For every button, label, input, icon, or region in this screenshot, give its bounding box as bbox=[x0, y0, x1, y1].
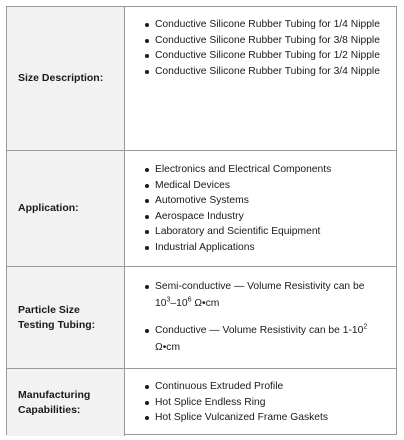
entry-text: Conductive — Volume Resistivity can be 1-10 bbox=[155, 325, 364, 336]
row-value-cell bbox=[125, 369, 396, 436]
row-label-cell bbox=[7, 267, 125, 368]
table-row-manufacturing bbox=[7, 369, 396, 436]
table-row-particle-size bbox=[7, 267, 396, 369]
table-row-size-description bbox=[7, 7, 396, 151]
entry-unit: Ω•cm bbox=[155, 342, 181, 353]
row-label-cell bbox=[7, 151, 125, 266]
list-item: Conductive Silicone Rubber Tubing for 1/4 Nipple bbox=[155, 17, 382, 33]
list-item: Conductive Silicone Rubber Tubing for 3/4 Nipple bbox=[155, 64, 382, 80]
list-item: Electronics and Electrical Components bbox=[155, 162, 382, 178]
list-item: Conductive Silicone Rubber Tubing for 3/8 Nipple bbox=[155, 33, 382, 49]
list-item: Continuous Extruded Profile bbox=[155, 379, 382, 395]
list-item: Laboratory and Scientific Equipment bbox=[155, 224, 382, 240]
resistivity-entry-conductive bbox=[155, 322, 382, 356]
table-row-application bbox=[7, 151, 396, 267]
resistivity-entry-semi-conductive bbox=[155, 278, 382, 312]
row-value-cell bbox=[125, 151, 396, 266]
exponent: 2 bbox=[363, 323, 368, 331]
list-item: Industrial Applications bbox=[155, 240, 382, 256]
row-label: Application: bbox=[18, 202, 79, 214]
bullet-list bbox=[155, 379, 382, 426]
row-label: Particle Size Testing Tubing: bbox=[18, 303, 96, 331]
exponent: 6 bbox=[187, 296, 192, 304]
entry-unit: Ω•cm bbox=[191, 298, 220, 309]
list-item: Medical Devices bbox=[155, 178, 382, 194]
row-label: Size Description: bbox=[18, 72, 104, 84]
spec-table bbox=[6, 6, 397, 435]
bullet-list bbox=[155, 17, 382, 79]
list-item: Hot Splice Vulcanized Frame Gaskets bbox=[155, 410, 382, 426]
entry-text: Semi-conductive — Volume Resistivity can be 10 bbox=[155, 281, 365, 309]
row-label-cell bbox=[7, 7, 125, 150]
list-item: Hot Splice Endless Ring bbox=[155, 395, 382, 411]
list-item: Aerospace Industry bbox=[155, 209, 382, 225]
exponent: 3 bbox=[166, 296, 171, 304]
row-label: Manufacturing Capabilities: bbox=[18, 388, 91, 416]
row-value-cell bbox=[125, 7, 396, 150]
list-item: Conductive Silicone Rubber Tubing for 1/2 Nipple bbox=[155, 48, 382, 64]
row-value-cell bbox=[125, 267, 396, 368]
entry-range: –10 bbox=[170, 298, 188, 309]
bullet-list bbox=[155, 162, 382, 255]
list-item: Automotive Systems bbox=[155, 193, 382, 209]
row-label-cell bbox=[7, 369, 125, 436]
